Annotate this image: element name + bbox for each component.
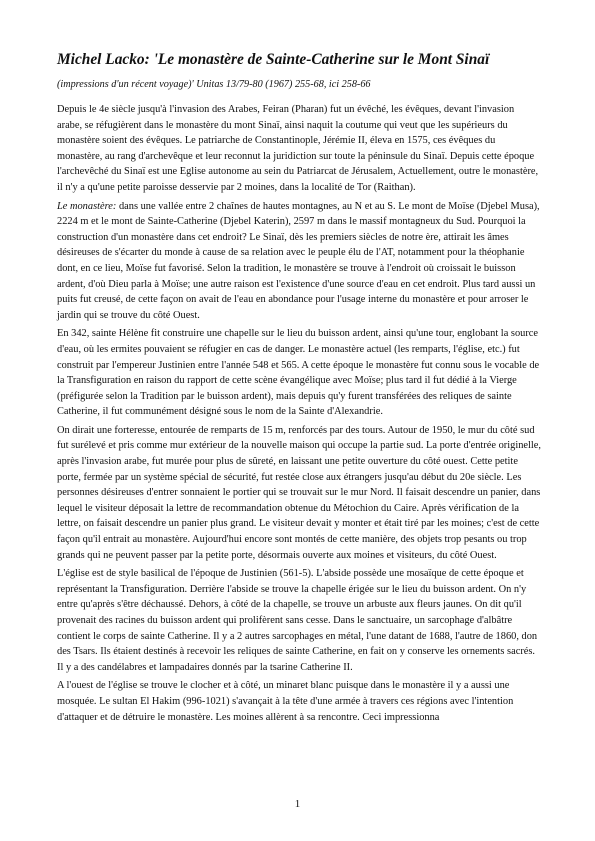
paragraph-text: dans une vallée entre 2 chaînes de hautes montagnes, au N et au S. Le mont de Moïse (Djebel Musa), 2224 m et le mont de Sainte-Catherine (Djebel Katerin), 2597 m dans le massif montagneux du Sud. Pourquoi la construction d'un monastère dans cet endroit? Le Sinaï, dès les premiers siècles de notre ère, attirait les âmes désireuses de s'écarter du monde à cause de sa relation avec le peuple élu de l'AT, notamment pour la théophanie dont, en ce lieu, Moïse fut favorisé. Selon la tradition, le monastère se trouve à l'endroit où croissait le buisson ardent, d'où Dieu parla à Moïse; une autre raison est l'existence d'une source d'eau en cet endroit. Plus tard aussi un puits fut creusé, de cette façon on avait de l'eau en abondance pour l'usage interne du monastère et pour arroser le jardin qui se trouve du côté Ouest. — [57, 200, 540, 321]
page-number: 1 — [294, 798, 301, 810]
paragraph — [57, 423, 541, 563]
paragraph-text: A l'ouest de l'église se trouve le clocher et à côté, un minaret blanc puisque dans le monastère il y a aussi une mosquée. Le sultan El Hakim (996-1021) s'avançait à la tête d'une armée à travers ces régions avec l'intention d'attaquer et de détruire le monastère. Les moines allèrent à sa rencontre. Ceci impressionna — [57, 680, 514, 723]
paragraph — [57, 199, 541, 324]
paragraph — [57, 678, 541, 725]
paragraph-lead: Le monastère: — [57, 200, 117, 212]
paragraph-text: On dirait une forteresse, entourée de remparts de 15 m, renforcés par des tours. Autour de 1950, le mur du côté sud fut surélevé et pris comme mur extérieur de la nouvelle maison qui occupe la partie sud. La porte d'entrée originelle, après l'invasion arabe, fut murée pour plus de sûreté, en laissant une petite ouverture du côté ouest. Cette petite porte, fermée par un système spécial de sécurité, fut restée close aux étrangers jusqu'au début du 20e siècle. Les personnes désireuses d'entrer sonnaient le portier qui se trouvait sur le mur Nord. Il faisait descendre un panier, dans lequel le visiteur déposait la lettre de recommandation obtenue du Métochion du Caire. Après vérification de la lettre, on faisait descendre un panier plus grand. Le visiteur devait y monter et était tiré par les moines; c'est de cette façon qu'il entrait au monastère. Aujourd'hui encore sont montés de cette manière, des objets trop pesants ou trop grands qui ne peuvent passer par la petite porte, désormais ouverte aux moines et visiteurs, du côté Ouest. — [57, 424, 541, 561]
paragraph-text: Depuis le 4e siècle jusqu'à l'invasion des Arabes, Feiran (Pharan) fut un évêché, les évêques, devant l'invasion arabe, se réfugièrent dans le monastère du mont Sinaï, ainsi naquit la coutume qui veut que les supérieurs du monastère soient des évêques. Le patriarche de Constantinople, Jérémie II, éleva en 1575, ces évêques du monastère, au rang d'archevêque et leur reconnut la juridiction sur toute la péninsule du Sinaï. Depuis cette époque l'archevêché du Sinaï est une Eglise autonome au sein du Patriarcat de Jérusalem, Actuellement, outre le monastère, il n'y a qu'une petite paroisse desservie par 2 moines, dans la localité de Tor (Raithan). — [57, 104, 539, 193]
document-title: Michel Lacko: 'Le monastère de Sainte-Catherine sur le Mont Sinaï — [57, 51, 490, 68]
paragraph — [57, 566, 541, 675]
paragraph — [57, 326, 541, 420]
paragraph-text: L'église est de style basilical de l'époque de Justinien (561-5). L'abside possède une mosaïque de cette époque et représentant la Transfiguration. Derrière l'abside se trouve la chapelle érigée sur le lieu du buisson ardent. On n'y entre qu'après s'être déchaussé. Dehors, à côté de la chapelle, se trouve un arbuste aux fleurs jaunes. On dit qu'il provenait des racines du buisson ardent qui prolifèrent sans cesse. Dans le sanctuaire, un sarcophage d'albâtre contient le corps de sainte Catherine. Il y a 2 autres sarcophages en métal, l'une datant de 1688, l'autre de 1860, don des Tsars. Ils étaient destinés à recevoir les reliques de sainte Catherine, en fait on y conserve les ornements sacrés. Il y a des candélabres et lampadaires donnés par la tsarine Catherine II. — [57, 568, 538, 673]
paragraph — [57, 102, 541, 196]
document-subtitle: (impressions d'un récent voyage)' Unitas 13/79-80 (1967) 255-68, ici 258-66 — [57, 79, 371, 90]
document-page — [57, 50, 541, 728]
paragraph-text: En 342, sainte Hélène fit construire une chapelle sur le lieu du buisson ardent, ainsi qu'une tour, englobant la source d'eau, où les ermites pouvaient se réfugier en cas de danger. Le monastère actuel (les remparts, l'église, etc.) fut construit par l'empereur Justinien entre l'année 548 et 565. A cette époque le monastère fut connu sous le vocable de la Transfiguration en raison du rapport de cette scène évangélique avec Moïse; plus tard il fut dédié à la Vierge (préfigurée selon la Tradition par le buisson ardent), mais depuis qu'y furent transférées des reliques de sainte Catherine, il fut communément désigné sous le nom de la Sainte d'Alexandrie. — [57, 328, 540, 418]
